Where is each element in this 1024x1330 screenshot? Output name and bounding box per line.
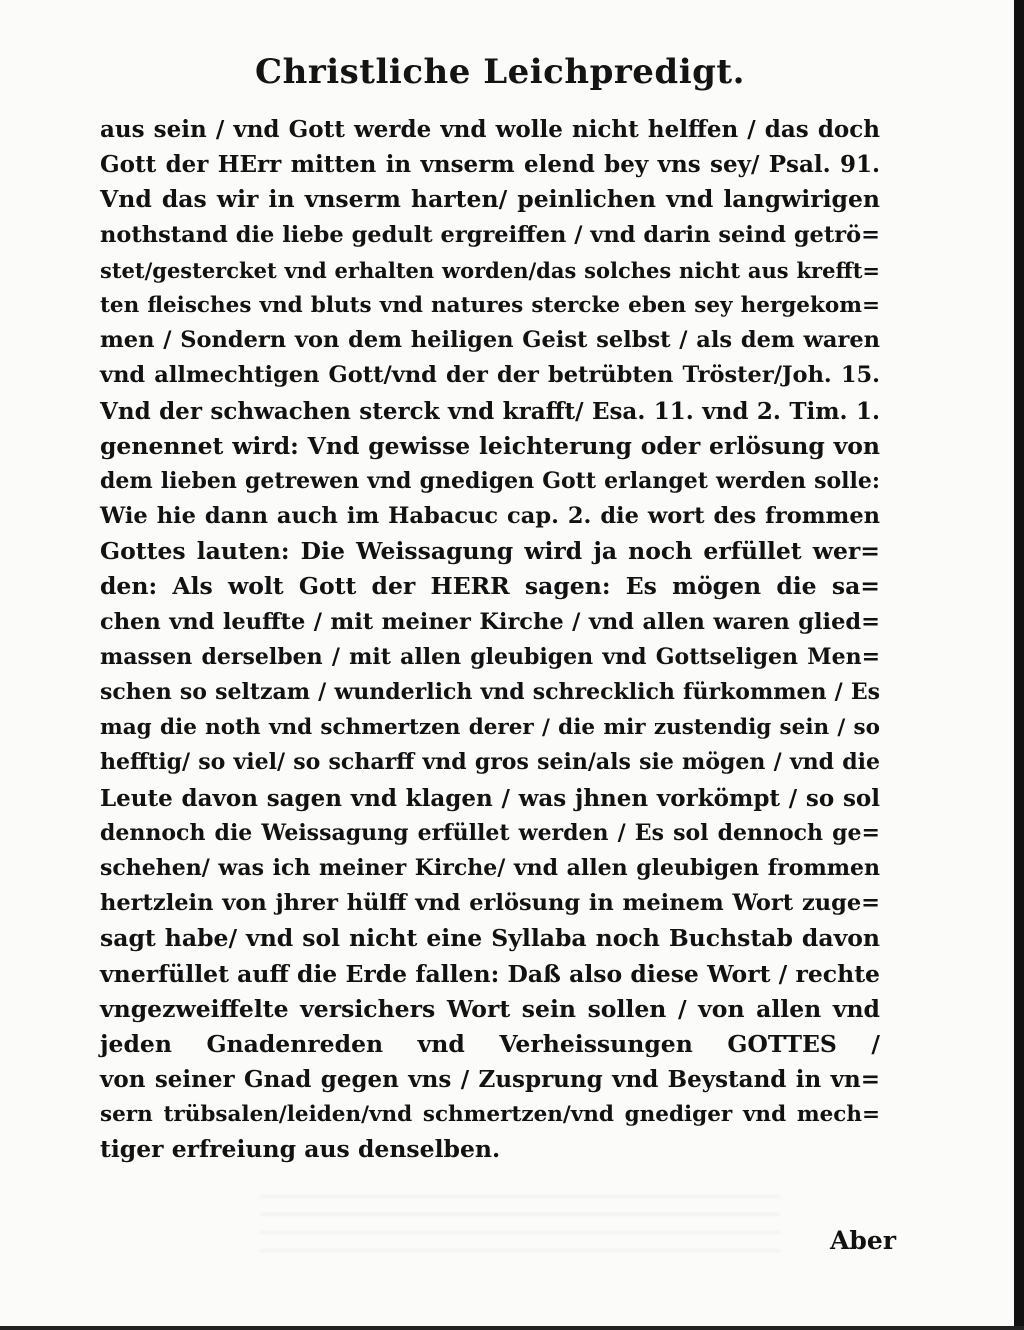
text-line: vnerfüllet auff die Erde fallen: Daß also diese Wort / rechte xyxy=(100,959,880,988)
text-line: massen derselben / mit allen gleubigen vnd Gottseligen Men= xyxy=(100,643,880,670)
text-line: Leute davon sagen vnd klagen / was jhnen vorkömpt / so sol xyxy=(100,784,880,812)
text-line: hertzlein von jhrer hülff vnd erlösung in meinem Wort zuge= xyxy=(100,890,880,917)
text-line: schen so seltzam / wunderlich vnd schrecklich fürkommen / Es xyxy=(100,679,880,705)
text-line: Gottes lauten: Die Weissagung wird ja noch erfüllet wer= xyxy=(100,537,880,566)
text-line: nothstand die liebe gedult ergreiffen / vnd darin seind getrö= xyxy=(100,221,880,248)
text-line: dennoch die Weissagung erfüllet werden / Es sol dennoch ge= xyxy=(100,819,880,846)
text-line: dem lieben getrewen vnd gnedigen Gott erlanget werden solle: xyxy=(100,467,880,494)
text-line: Gott der HErr mitten in vnserm elend bey vns sey/ Psal. 91. xyxy=(100,151,880,179)
text-line: jeden Gnadenreden vnd Verheissungen GOTTES / xyxy=(100,1029,880,1058)
text-line: Vnd der schwachen sterck vnd krafft/ Esa. 11. vnd 2. Tim. 1. xyxy=(100,397,880,425)
scan-border-right xyxy=(1014,0,1024,1330)
scan-border-bottom xyxy=(0,1326,1024,1330)
catchword: Aber xyxy=(830,1226,896,1255)
bleed-through-shadow xyxy=(260,1195,780,1255)
text-line: aus sein / vnd Gott werde vnd wolle nicht helffen / das doch xyxy=(100,116,880,143)
text-line: vngezweiffelte versichers Wort sein sollen / von allen vnd xyxy=(100,994,880,1023)
text-line: sern trübsalen/leiden/vnd schmertzen/vnd gnediger vnd mech= xyxy=(100,1102,880,1128)
text-line: Vnd das wir in vnserm harten/ peinlichen vnd langwirigen xyxy=(100,185,880,214)
text-line: men / Sondern von dem heiligen Geist selbst / als dem waren xyxy=(100,327,880,354)
text-line: Wie hie dann auch im Habacuc cap. 2. die wort des frommen xyxy=(100,503,880,530)
text-line: sagt habe/ vnd sol nicht eine Syllaba noch Buchstab davon xyxy=(100,924,880,953)
text-line: von seiner Gnad gegen vns / Zusprung vnd Beystand in vn= xyxy=(100,1066,880,1094)
text-line: schehen/ was ich meiner Kirche/ vnd allen gleubigen frommen xyxy=(100,854,880,881)
text-line: chen vnd leuffte / mit meiner Kirche / vnd allen waren glied= xyxy=(100,608,880,635)
body-text xyxy=(100,112,880,1168)
text-line: genennet wird: Vnd gewisse leichterung oder erlösung von xyxy=(100,431,880,460)
text-line: vnd allmechtigen Gott/vnd der der betrübten Tröster/Joh. 15. xyxy=(100,362,880,389)
text-line: hefftig/ so viel/ so scharff vnd gros sein/als sie mögen / vnd die xyxy=(100,749,880,776)
text-line: mag die noth vnd schmertzen derer / die mir zustendig sein / so xyxy=(100,715,880,741)
text-line: den: Als wolt Gott der HERR sagen: Es mögen die sa= xyxy=(100,572,880,601)
running-header: Christliche Leichpredigt. xyxy=(255,52,745,92)
text-line: stet/gestercket vnd erhalten worden/das solches nicht aus krefft= xyxy=(100,257,880,283)
text-line: ten fleisches vnd bluts vnd natures stercke eben sey hergekom= xyxy=(100,292,880,318)
text-line-last: tiger erfreiung aus denselben. xyxy=(100,1135,501,1164)
